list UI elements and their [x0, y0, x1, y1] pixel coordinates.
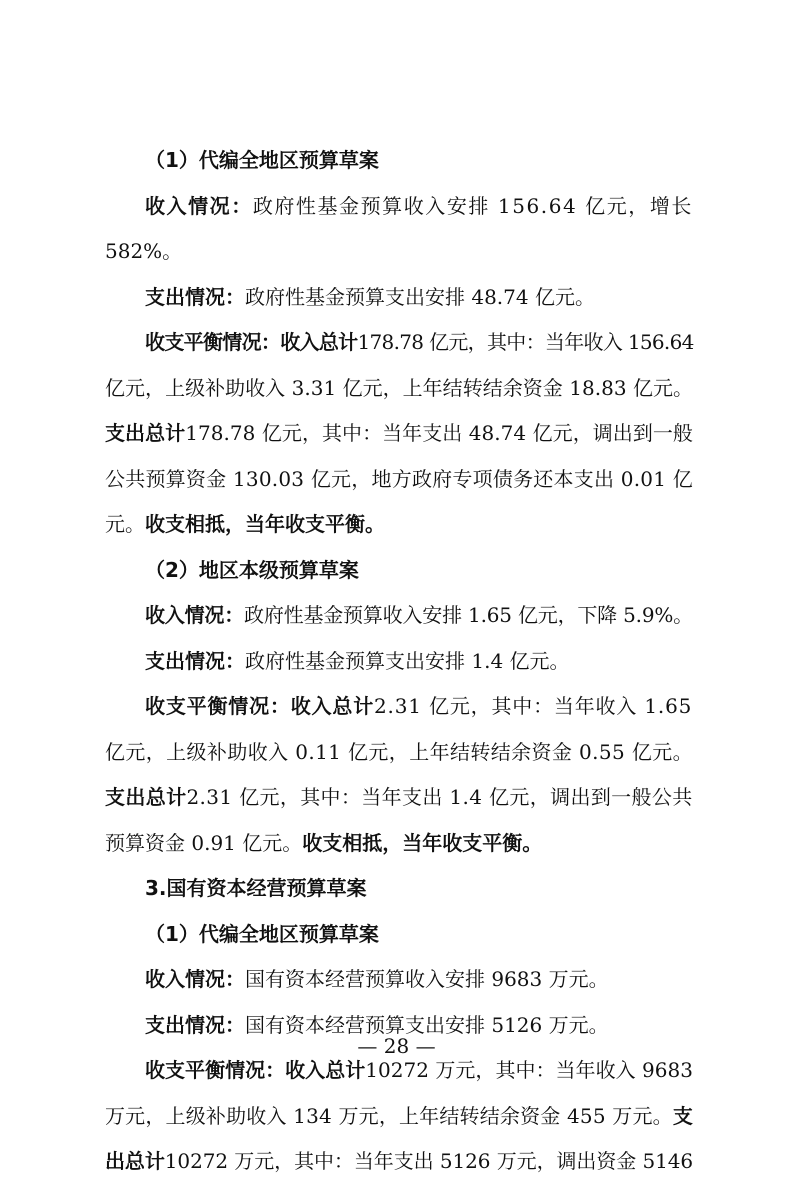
body-text: 10272 万元，其中：当年收入 9683 [365, 1058, 693, 1082]
bold-text: 支出情况： [145, 284, 245, 309]
paragraph-line [105, 593, 693, 639]
paragraph-line [105, 639, 693, 685]
bold-text: 收入情况： [145, 193, 253, 218]
paragraph-line [105, 320, 693, 366]
bold-text: 收支平衡情况：收入总计 [145, 694, 375, 718]
body-text: 政府性基金预算支出安排 1.4 亿元。 [245, 648, 570, 673]
paragraph-line [105, 1094, 693, 1140]
section-heading [105, 138, 693, 184]
bold-text: 支 [672, 1103, 694, 1128]
body-text: 国有资本经营预算收入安排 9683 万元。 [245, 967, 609, 991]
bold-text: （1）代编全地区预算草案 [145, 148, 379, 172]
bold-text: （2）地区本级预算草案 [145, 557, 359, 582]
bold-text: （1）代编全地区预算草案 [145, 921, 379, 946]
body-text: 2.31 亿元，其中：当年收入 1.65 [374, 694, 693, 718]
paragraph-line [105, 775, 693, 821]
section-heading [105, 548, 693, 594]
body-text: 预算资金 0.91 亿元。 [105, 830, 303, 855]
body-text: 政府性基金预算收入安排 156.64 亿元，增长 [252, 193, 693, 218]
paragraph-line [105, 229, 693, 275]
body-text: 公共预算资金 130.03 亿元，地方政府专项债务还本支出 0.01 亿 [105, 466, 694, 491]
body-text: 178.78 亿元，其中：当年收入 156.64 [357, 330, 694, 354]
paragraph-line [105, 957, 693, 1003]
bold-text: 支出总计 [105, 421, 186, 445]
body-text: 政府性基金预算收入安排 1.65 亿元，下降 5.9%。 [244, 603, 693, 627]
paragraph-line [105, 1139, 693, 1185]
bold-text: 收入情况： [145, 603, 245, 627]
body-text: 亿元，上级补助收入 3.31 亿元，上年结转结余资金 18.83 亿元。 [105, 375, 694, 400]
paragraph-line [105, 730, 693, 776]
bold-text: 支出情况： [145, 648, 245, 673]
bold-text: 3.国有资本经营预算草案 [145, 876, 367, 900]
body-text: 万元，上级补助收入 134 万元，上年结转结余资金 455 万元。 [105, 1103, 673, 1128]
body-text: 国有资本经营预算支出安排 5126 万元。 [245, 1012, 609, 1037]
bold-text: 收入情况： [145, 967, 245, 991]
body-text: 元。 [105, 512, 145, 536]
bold-text: 收支平衡情况：收入总计 [145, 330, 358, 354]
paragraph-line [105, 366, 693, 412]
body-text: 政府性基金预算支出安排 48.74 亿元。 [245, 284, 595, 309]
paragraph-line [105, 821, 693, 867]
body-text: 亿元，上级补助收入 0.11 亿元，上年结转结余资金 0.55 亿元。 [105, 739, 694, 764]
paragraph-line [105, 457, 693, 503]
bold-text: 支出情况： [145, 1012, 245, 1037]
bold-text: 出总计 [105, 1149, 165, 1173]
section-heading [105, 912, 693, 958]
bold-text: 支出总计 [105, 785, 187, 809]
section-heading [105, 866, 693, 912]
paragraph-line [105, 184, 693, 230]
document-body [105, 138, 693, 1185]
bold-text: 收支平衡情况：收入总计 [145, 1058, 366, 1082]
bold-text: 收支相抵，当年收支平衡。 [145, 512, 385, 536]
paragraph-line [105, 502, 693, 548]
body-text: 582%。 [105, 239, 183, 263]
page-number: — 28 — [357, 1034, 436, 1058]
body-text: 2.31 亿元，其中：当年支出 1.4 亿元，调出到一般公共 [186, 785, 693, 809]
paragraph-line [105, 684, 693, 730]
paragraph-line [105, 275, 693, 321]
body-text: 178.78 亿元，其中：当年支出 48.74 亿元，调出到一般 [185, 421, 693, 445]
body-text: 10272 万元，其中：当年支出 5126 万元，调出资金 5146 [164, 1149, 694, 1173]
bold-text: 收支相抵，当年收支平衡。 [302, 830, 543, 855]
paragraph-line [105, 411, 693, 457]
